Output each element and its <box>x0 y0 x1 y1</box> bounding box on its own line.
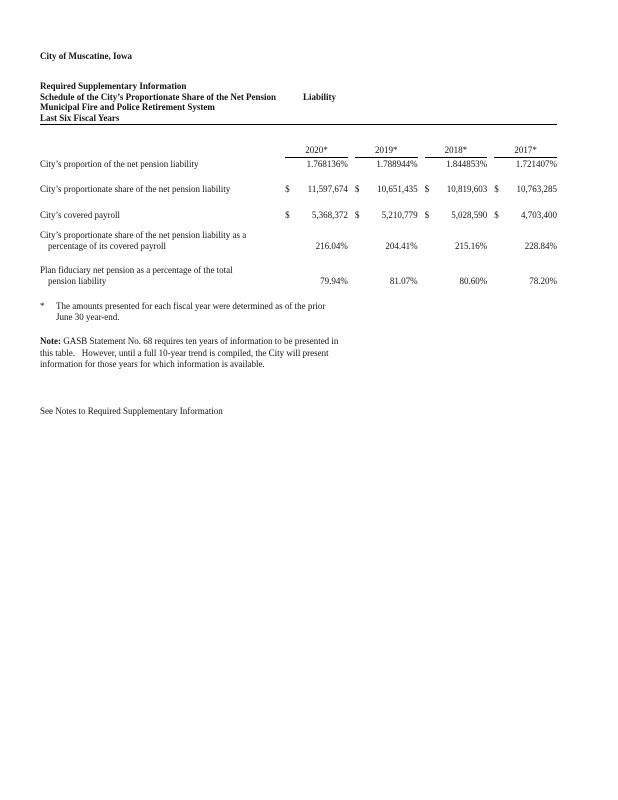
cell-value <box>494 210 557 221</box>
cell-value: 1.768136% <box>306 159 348 169</box>
note-line1 <box>40 336 557 348</box>
dollar-sign: $ <box>494 210 499 220</box>
cell-value <box>285 184 348 195</box>
cell-value <box>425 210 488 221</box>
dollar-sign: $ <box>285 210 290 220</box>
header-line-years: Last Six Fiscal Years <box>40 112 120 123</box>
cell-value <box>285 210 348 221</box>
cell-value <box>425 184 488 195</box>
row-label <box>40 265 278 287</box>
cell-value: 1.788944% <box>376 159 418 169</box>
cell-value: 78.20% <box>529 276 557 286</box>
note-label: Note: <box>40 336 61 346</box>
pension-table <box>40 145 557 287</box>
year-header-2018: 2018* <box>425 145 488 158</box>
amount: 10,763,285 <box>516 184 557 194</box>
cell-value: 215.16% <box>455 241 488 251</box>
cell-value: 1.721407% <box>515 159 557 169</box>
row-label: City’s covered payroll <box>40 210 120 220</box>
header-line-rsi: Required Supplementary Information <box>40 81 187 91</box>
table-row-share <box>40 184 557 195</box>
row-label: City’s proportion of the net pension liability <box>40 159 199 169</box>
amount: 5,028,590 <box>451 210 488 220</box>
table-row-fiduciary <box>40 265 557 287</box>
note-line3: information for those years for which information is available. <box>40 359 265 369</box>
table-row-payroll <box>40 210 557 221</box>
year-header-2020: 2020* <box>285 145 348 158</box>
gasb-note <box>40 336 557 371</box>
note-line1-text: GASB Statement No. 68 requires ten years of information to be presented in <box>61 336 339 346</box>
dollar-sign: $ <box>424 210 430 220</box>
year-header-2017: 2017* <box>494 145 557 158</box>
table-row-share-percentage <box>40 230 557 252</box>
report-header <box>40 81 557 125</box>
table-header-row <box>40 145 557 158</box>
header-line-system: Municipal Fire and Police Retirement System <box>40 102 215 112</box>
row-label-line2: percentage of its covered payroll <box>48 241 166 251</box>
city-title: City of Muscatine, Iowa <box>40 51 132 61</box>
asterisk-footnote <box>40 301 557 323</box>
cell-value: 79.94% <box>320 276 348 286</box>
cell-value: 80.60% <box>459 276 488 286</box>
amount: 4,703,400 <box>521 210 557 220</box>
amount: 10,651,435 <box>377 184 418 194</box>
dollar-sign: $ <box>354 210 360 220</box>
footnote-marker: * <box>40 301 45 311</box>
cell-value: 228.84% <box>524 241 557 251</box>
row-label-line2: pension liability <box>48 276 107 286</box>
header-line-schedule <box>40 92 557 103</box>
amount: 11,597,674 <box>307 184 348 194</box>
dollar-sign: $ <box>354 184 360 194</box>
cell-value: 1.844853% <box>446 159 488 169</box>
row-label-line1: Plan fiduciary net pension as a percentage of the total <box>40 265 233 275</box>
cell-value: 204.41% <box>385 241 418 251</box>
footnote-text <box>56 301 325 323</box>
schedule-title-part1: Schedule of the City’s Proportionate Share of the Net Pension <box>40 91 277 102</box>
note-line2: this table. However, until a full 10-year trend is compiled, the City will present <box>40 347 329 358</box>
year-header-2019: 2019* <box>355 145 418 158</box>
cell-value <box>494 184 557 195</box>
row-label <box>40 230 278 252</box>
table-row-proportion <box>40 159 557 170</box>
cell-value <box>355 210 418 221</box>
dollar-sign: $ <box>494 184 499 194</box>
cell-value: 216.04% <box>315 241 348 251</box>
amount: 5,368,372 <box>311 210 348 220</box>
row-label: City’s proportionate share of the net pension liability <box>40 184 231 194</box>
dollar-sign: $ <box>424 184 430 194</box>
see-notes-footer: See Notes to Required Supplementary Information <box>40 405 223 416</box>
amount: 10,819,603 <box>446 184 488 194</box>
footnote-line1: The amounts presented for each fiscal year were determined as of the prior <box>56 301 326 311</box>
cell-value <box>355 184 418 195</box>
dollar-sign: $ <box>285 184 290 194</box>
cell-value: 81.07% <box>389 276 418 286</box>
page-content <box>40 51 557 417</box>
row-label-line1: City’s proportionate share of the net pension liability as a <box>40 230 247 240</box>
schedule-title-part2: Liability <box>303 91 337 102</box>
amount: 5,210,779 <box>381 210 418 220</box>
footnote-line2: June 30 year-end. <box>56 312 120 322</box>
